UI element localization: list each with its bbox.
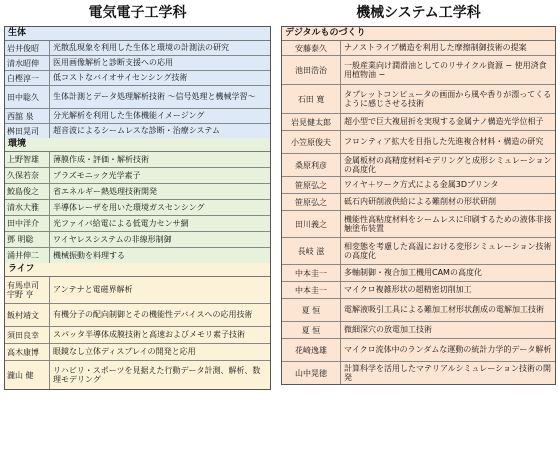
research-topic: 金属板材の高精度材料モデリングと成形シミュレーションの高度化: [344, 155, 552, 174]
right-column: [281, 0, 556, 385]
research-topic: リハビリ・スポーツを見据えた行動データ計測、解析、数理モデリング: [53, 365, 261, 384]
researcher-name: 石田 寛: [282, 85, 341, 113]
researcher-name: 中本圭一: [282, 282, 341, 298]
research-topic: ワイヤレスシステムの非線形制御: [53, 234, 172, 244]
table-row: [282, 238, 555, 265]
table-row: [282, 282, 555, 299]
table-row: [282, 194, 555, 211]
research-topic: 電解液吸引工具による難加工材形状創成の電解加工技術: [344, 305, 544, 315]
table-row: [282, 362, 555, 384]
table-row: [282, 154, 555, 177]
research-topic: 低コストなバイオサイセンシング技術: [53, 73, 188, 83]
table-row: [5, 200, 270, 216]
table-row: [5, 361, 270, 389]
left-column-title: 電気電子工学科: [88, 5, 187, 21]
researcher-name: 田川義之: [282, 211, 341, 237]
left-column: [4, 0, 271, 390]
table-row: [5, 232, 270, 248]
research-topic: 砥石内研削液供給による難削材の形状研削: [344, 197, 496, 207]
table-row: [5, 304, 270, 327]
research-topic: 微細深穴の放電加工技術: [344, 325, 432, 335]
research-topic: 一般産業向け潤滑油としてのリサイクル資源 − 使用済食用植物油 −: [344, 60, 547, 79]
table-row: [5, 152, 270, 168]
section-heading: 生体: [5, 27, 270, 41]
researcher-name: 涌井伸二: [5, 248, 50, 263]
table-row: [282, 211, 555, 238]
research-topic: タブレットコンピュータの画面から風や香りが漂ってくるように感じさせる技術: [344, 89, 552, 108]
table-row: [5, 184, 270, 200]
researcher-name: 桑原利彦: [282, 154, 341, 176]
section-digital: [282, 27, 555, 384]
section-heading: ライフ: [5, 263, 270, 277]
research-topic: マイクロ流体中のランダムな運動の統計力学的データ解析: [344, 345, 552, 355]
researcher-name: 中本圭一: [282, 265, 341, 281]
research-topic: プラズモニック光学素子: [53, 170, 141, 180]
right-column-title: 機械システム工学科: [356, 5, 481, 21]
researcher-name: 夏 恒: [282, 299, 341, 321]
table-row: [282, 177, 555, 194]
researcher-name: 桝田晃司: [5, 124, 50, 138]
researcher-name: 笹原弘之: [282, 177, 341, 193]
table-row: [5, 216, 270, 232]
research-topic: マイクロ複雑形状の超精密切削加工: [344, 285, 472, 295]
table-row: [282, 339, 555, 362]
research-topic: 機能性高粘度材料をシームレスに印刷するための液体非接触塗布装置: [344, 214, 552, 233]
researcher-name: 鄧 明聡: [5, 232, 50, 247]
researcher-name: 西舘 泉: [5, 109, 50, 123]
researcher-name: 山中晃徳: [282, 362, 341, 384]
table-row: [5, 344, 270, 361]
right-table: [281, 26, 556, 385]
table-row: [5, 277, 270, 304]
researcher-name: 小笠原俊夫: [282, 131, 341, 153]
researcher-name: 長岐 滋: [282, 238, 341, 264]
researcher-name: 夏 恒: [282, 322, 341, 338]
table-row: [5, 124, 270, 138]
researcher-name: 有馬卓司 宇野 亨: [5, 277, 50, 303]
research-topic: アンテナと電磁界解析: [53, 285, 133, 295]
research-topic: 眼鏡なし立体ディスプレイの開発と応用: [53, 347, 196, 357]
research-topic: 生体計測とデータ処理解析技術 ～信号処理と機械学習～: [53, 92, 256, 102]
table-row: [282, 85, 555, 114]
researcher-name: 清水大雅: [5, 200, 50, 215]
table-row: [282, 56, 555, 85]
researcher-name: 清水昭伸: [5, 56, 50, 70]
table-row: [282, 265, 555, 282]
researcher-name: 花崎逸雄: [282, 339, 341, 361]
researcher-name: 安藤泰久: [282, 41, 341, 55]
research-topic: 有機分子の配向制御とその機能性デバイスへの応用技術: [53, 310, 253, 320]
researcher-name: 須田良幸: [5, 327, 50, 343]
table-row: [282, 114, 555, 131]
table-row: [5, 109, 270, 124]
researcher-name: 白樫淳一: [5, 71, 50, 85]
research-topic: 相変態を考慮した高温における変形シミュレーション技術の高度化: [344, 241, 552, 260]
research-topic: 光ファイバ給電による低電力センサ網: [53, 218, 189, 228]
researcher-name: 飯村靖文: [5, 304, 50, 326]
research-topic: ナノストライプ構造を利用した摩擦制御技術の提案: [344, 43, 527, 53]
table-row: [282, 322, 555, 339]
table-row: [5, 248, 270, 263]
table-row: [5, 86, 270, 109]
research-topic: 薄膜作成・評価・解析技術: [53, 154, 149, 164]
research-topic: ワイヤ＋ワーク方式による金属3Dプリンタ: [344, 180, 499, 190]
research-topic: 光散乱現象を利用した生体と環境の計測法の研究: [53, 43, 229, 53]
section-env: [5, 138, 270, 263]
table-row: [5, 56, 270, 71]
research-topic: フロンティア拡大を目指した先進複合材料・構造の研究: [344, 137, 544, 147]
researcher-name: 田中洋介: [5, 216, 50, 231]
table-row: [5, 327, 270, 344]
research-topic: 計算科学を活用したマテリアルシミュレーション技術の開発: [344, 363, 551, 382]
researcher-name: 瀧山 健: [5, 361, 50, 389]
research-topic: 半導体レーザを用いた環境ガスセンシング: [53, 202, 205, 212]
research-topic: 分光解析を利用した生体機能イメージング: [53, 111, 205, 121]
researcher-name: 池田浩治: [282, 56, 341, 84]
table-row: [282, 41, 555, 56]
section-life: [5, 263, 270, 389]
research-topic: 超音波によるシームレスな診断・治療システム: [53, 126, 220, 136]
researcher-name: 鮫島俊之: [5, 184, 50, 199]
table-row: [282, 299, 555, 322]
researcher-name: 岩井俊昭: [5, 41, 50, 55]
researcher-name: 岩見健太郎: [282, 114, 341, 130]
researcher-name: 高木康博: [5, 344, 50, 360]
table-row: [5, 41, 270, 56]
researcher-name: 笹原弘之: [282, 194, 341, 210]
researcher-name: 久保若奈: [5, 168, 50, 183]
section-heading: デジタルものづくり: [282, 27, 555, 41]
researcher-name: 上野智雄: [5, 152, 50, 167]
research-topic: スパッタ半導体成膜技術と高速およびメモリ素子技術: [53, 330, 245, 340]
research-topic: 医用画像解析と診断支援への応用: [53, 58, 173, 68]
researcher-name: 田中聡久: [5, 86, 50, 108]
table-row: [5, 71, 270, 86]
research-topic: 機械振動を料理する: [53, 250, 125, 260]
section-bio: [5, 27, 270, 138]
research-topic: 多軸制御・複合加工機用CAMの高度化: [344, 268, 482, 278]
table-row: [282, 131, 555, 154]
section-heading: 環境: [5, 138, 270, 152]
table-row: [5, 168, 270, 184]
research-topic: 超小型で巨大複屈折を実現する金属ナノ構造光学位相子: [344, 117, 544, 127]
left-table: [4, 26, 271, 390]
research-topic: 省エネルギー熱処理技術開発: [53, 186, 157, 196]
